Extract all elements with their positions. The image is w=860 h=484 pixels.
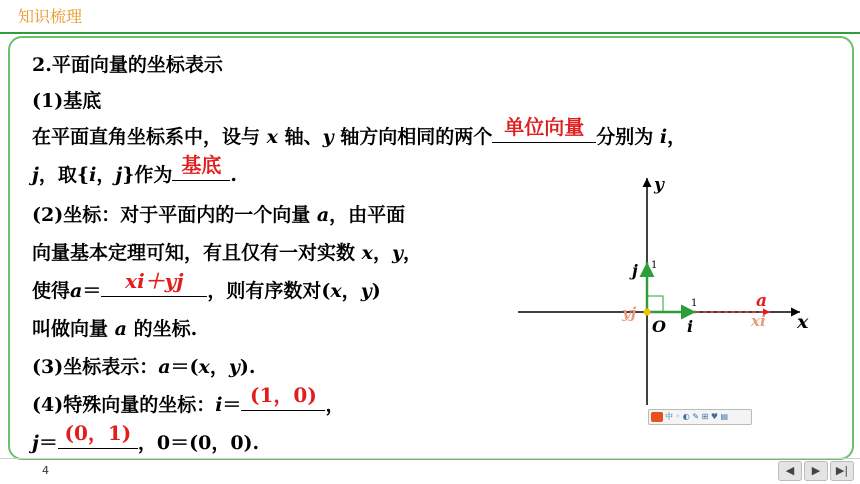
answer-j-coord: (0，1) — [64, 421, 132, 445]
j-label: j — [632, 261, 638, 280]
answer-basis: 基底 — [181, 153, 222, 177]
line-basis-choice: j，取{i，j}作为 基底 . — [32, 160, 237, 187]
line-basis-def: 在平面直角坐标系中，设与 x 轴、y 轴方向相同的两个 单位向量 分别为 i， — [32, 122, 686, 149]
x-axis-label: x — [797, 311, 809, 333]
blank-j-coord — [58, 421, 138, 449]
answer-decomposition: xi＋yj — [125, 269, 184, 293]
line-theorem: 向量基本定理可知，有且仅有一对实数 x，y， — [32, 242, 423, 264]
line-j-zero: j＝ (0，1) ，0＝(0，0). — [32, 428, 259, 455]
prev-slide-button[interactable]: ◀ — [778, 461, 802, 481]
sub-coordinates: (2)坐标：对于平面内的一个向量 a，由平面 — [32, 204, 406, 226]
blank-basis — [172, 153, 230, 181]
page-number: 4 — [42, 464, 49, 477]
next-slide-button[interactable]: ▶ — [804, 461, 828, 481]
answer-i-coord: (1，0) — [250, 383, 317, 407]
heading: 2.平面向量的坐标表示 — [32, 54, 223, 76]
sub-basis: (1)基底 — [32, 90, 102, 112]
answer-unit-vector: 单位向量 — [504, 115, 585, 139]
origin-label: O — [652, 317, 666, 336]
y-axis-label: y — [654, 175, 664, 195]
blank-decomposition — [101, 269, 207, 297]
ime-toolbar-icons: 中 ◦ ◐ ✎ ⊞ ♥ ▤ — [665, 412, 729, 421]
section-title: 知识梳理 — [18, 7, 83, 26]
yj-label: yj — [622, 304, 637, 322]
ime-toolbar[interactable] — [648, 409, 752, 425]
i-label: i — [687, 317, 694, 336]
tick-x-1: 1 — [691, 298, 698, 309]
blank-unit-vector — [492, 115, 596, 143]
footer-divider — [0, 458, 860, 459]
last-slide-button[interactable]: ▶| — [830, 461, 854, 481]
line-decomposition: 使得a＝ xi＋yj ，则有序数对(x，y) — [32, 276, 381, 303]
line-coordinate-name: 叫做向量 a 的坐标. — [32, 318, 198, 340]
sub-representation: (3)坐标表示：a＝(x，y). — [32, 356, 256, 378]
xi-label: xi — [751, 312, 766, 330]
header-divider — [0, 32, 860, 34]
a-label: a — [756, 291, 768, 311]
ime-logo-icon — [651, 412, 663, 422]
sub-special-vectors: (4)特殊向量的坐标：i＝ (1，0) ， — [32, 390, 344, 417]
tick-y-1: 1 — [651, 260, 658, 271]
blank-i-coord — [241, 383, 325, 411]
